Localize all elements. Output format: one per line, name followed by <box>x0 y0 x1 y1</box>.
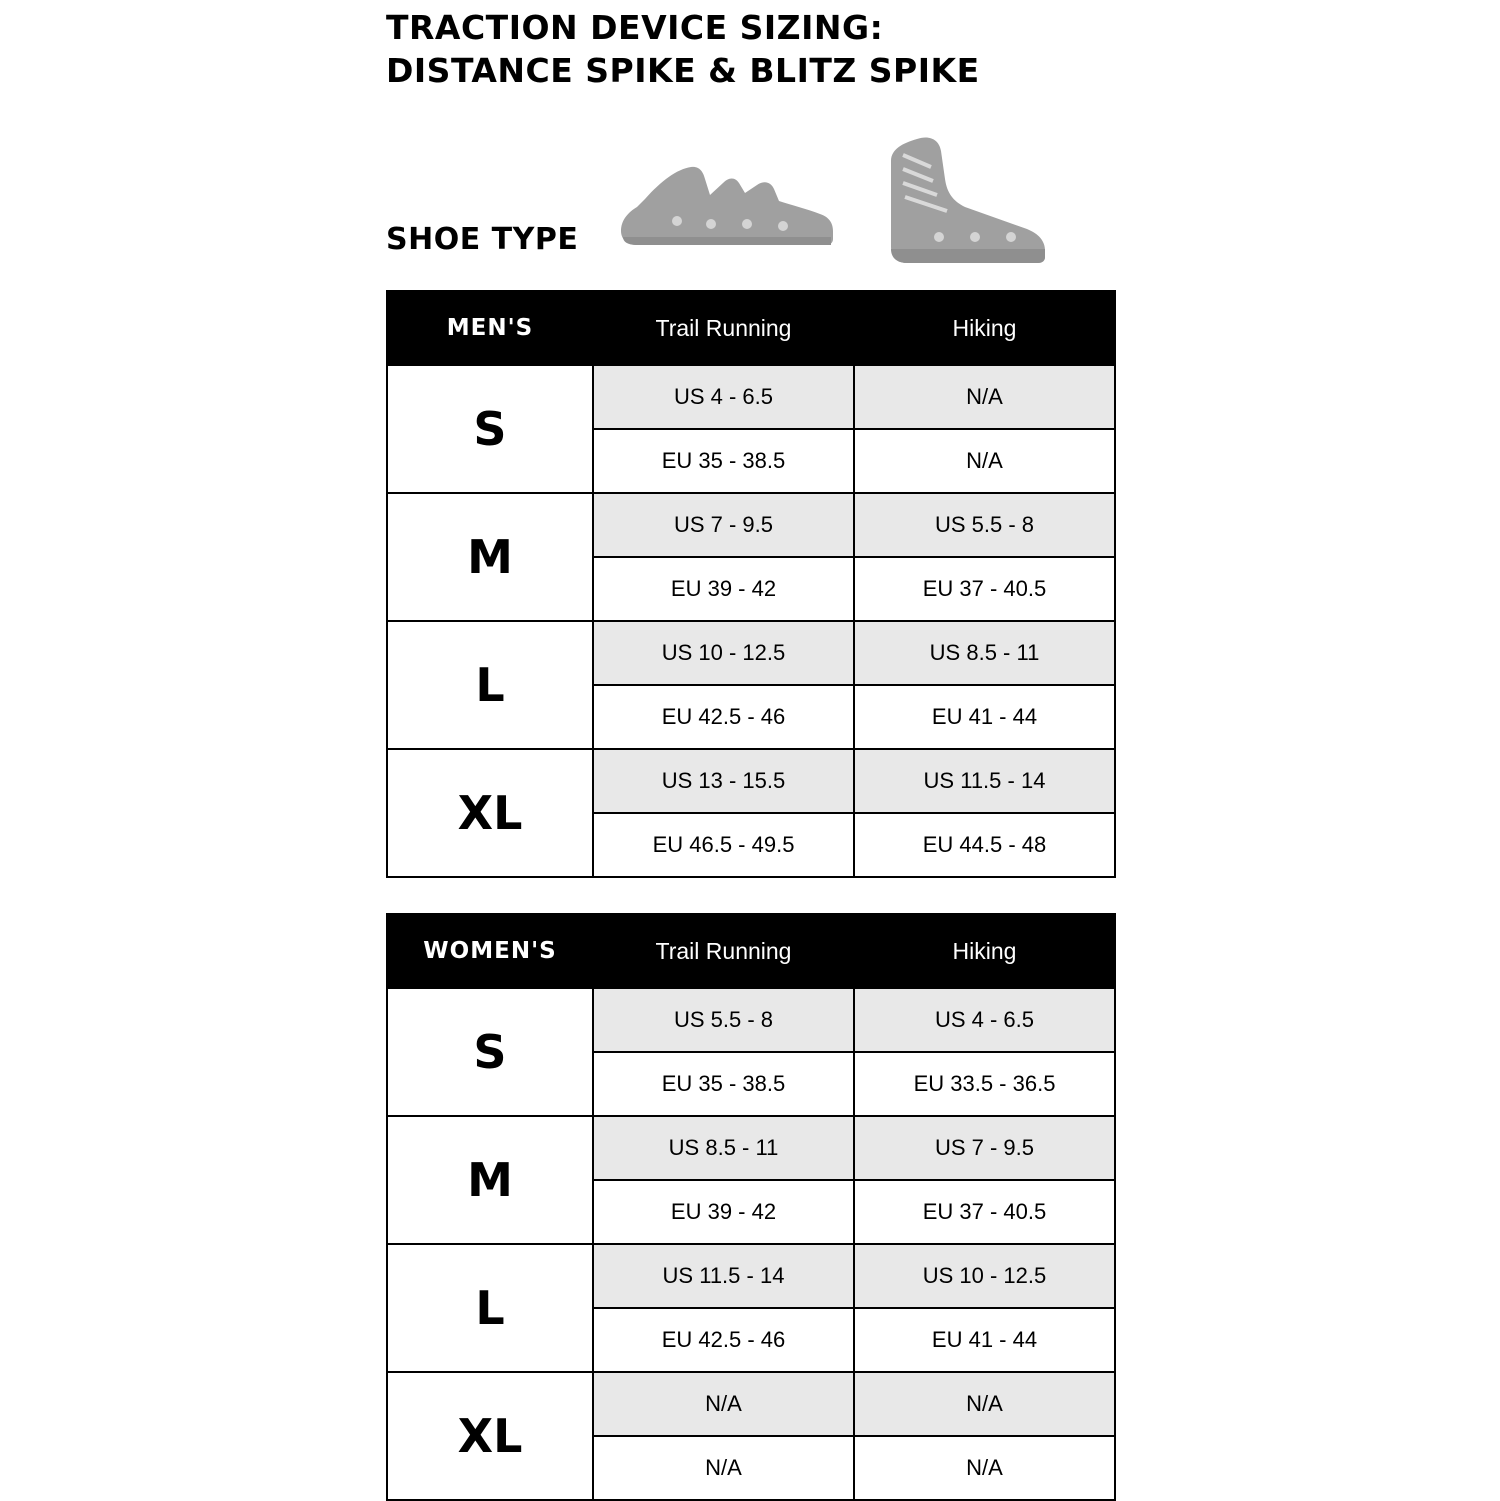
mens-l-trail-us: US 10 - 12.5 <box>593 621 854 685</box>
mens-xl-hiking-eu: EU 44.5 - 48 <box>854 813 1115 877</box>
table-row <box>387 1372 1115 1436</box>
table-header-row <box>387 914 1115 988</box>
mens-header-gender: MEN'S <box>387 291 593 365</box>
hiking-boot-icon <box>891 138 1045 264</box>
womens-l-hiking-us: US 10 - 12.5 <box>854 1244 1115 1308</box>
table-row <box>387 621 1115 685</box>
mens-m-hiking-us: US 5.5 - 8 <box>854 493 1115 557</box>
page-title-line-1: TRACTION DEVICE SIZING: <box>386 8 884 47</box>
womens-xl-hiking-eu: N/A <box>854 1436 1115 1500</box>
mens-xl-hiking-us: US 11.5 - 14 <box>854 749 1115 813</box>
womens-m-trail-eu: EU 39 - 42 <box>593 1180 854 1244</box>
mens-m-hiking-eu: EU 37 - 40.5 <box>854 557 1115 621</box>
table-row <box>387 1244 1115 1308</box>
mens-s-trail-eu: EU 35 - 38.5 <box>593 429 854 493</box>
womens-s-hiking-us: US 4 - 6.5 <box>854 988 1115 1052</box>
womens-m-hiking-eu: EU 37 - 40.5 <box>854 1180 1115 1244</box>
womens-xl-trail-us: N/A <box>593 1372 854 1436</box>
mens-size-xl: XL <box>387 749 593 877</box>
mens-s-hiking-us: N/A <box>854 365 1115 429</box>
mens-s-hiking-eu: N/A <box>854 429 1115 493</box>
table-row <box>387 493 1115 557</box>
mens-size-m: M <box>387 493 593 621</box>
womens-s-hiking-eu: EU 33.5 - 36.5 <box>854 1052 1115 1116</box>
table-row <box>387 365 1115 429</box>
womens-header-gender: WOMEN'S <box>387 914 593 988</box>
table-row <box>387 749 1115 813</box>
womens-size-l: L <box>387 1244 593 1372</box>
mens-l-hiking-eu: EU 41 - 44 <box>854 685 1115 749</box>
mens-m-trail-us: US 7 - 9.5 <box>593 493 854 557</box>
womens-s-trail-eu: EU 35 - 38.5 <box>593 1052 854 1116</box>
womens-size-xl: XL <box>387 1372 593 1500</box>
mens-m-trail-eu: EU 39 - 42 <box>593 557 854 621</box>
table-row <box>387 988 1115 1052</box>
mens-l-hiking-us: US 8.5 - 11 <box>854 621 1115 685</box>
page-title-line-2: DISTANCE SPIKE & BLITZ SPIKE <box>386 51 980 90</box>
womens-size-m: M <box>387 1116 593 1244</box>
shoe-type-label: SHOE TYPE <box>386 222 579 257</box>
page-title <box>386 6 1286 92</box>
mens-s-trail-us: US 4 - 6.5 <box>593 365 854 429</box>
womens-xl-trail-eu: N/A <box>593 1436 854 1500</box>
mens-size-l: L <box>387 621 593 749</box>
womens-l-trail-eu: EU 42.5 - 46 <box>593 1308 854 1372</box>
table-row <box>387 1116 1115 1180</box>
womens-xl-hiking-us: N/A <box>854 1372 1115 1436</box>
mens-xl-trail-eu: EU 46.5 - 49.5 <box>593 813 854 877</box>
mens-l-trail-eu: EU 42.5 - 46 <box>593 685 854 749</box>
mens-xl-trail-us: US 13 - 15.5 <box>593 749 854 813</box>
womens-s-trail-us: US 5.5 - 8 <box>593 988 854 1052</box>
womens-sizing-table <box>386 913 1116 1501</box>
mens-sizing-table <box>386 290 1116 878</box>
mens-size-s: S <box>387 365 593 493</box>
womens-l-hiking-eu: EU 41 - 44 <box>854 1308 1115 1372</box>
womens-m-trail-us: US 8.5 - 11 <box>593 1116 854 1180</box>
mens-header-hiking: Hiking <box>854 291 1115 365</box>
shoe-type-icons <box>615 125 1095 270</box>
trail-running-shoe-icon <box>621 167 833 245</box>
womens-m-hiking-us: US 7 - 9.5 <box>854 1116 1115 1180</box>
womens-size-s: S <box>387 988 593 1116</box>
womens-header-trail-running: Trail Running <box>593 914 854 988</box>
womens-l-trail-us: US 11.5 - 14 <box>593 1244 854 1308</box>
mens-header-trail-running: Trail Running <box>593 291 854 365</box>
table-header-row <box>387 291 1115 365</box>
womens-header-hiking: Hiking <box>854 914 1115 988</box>
